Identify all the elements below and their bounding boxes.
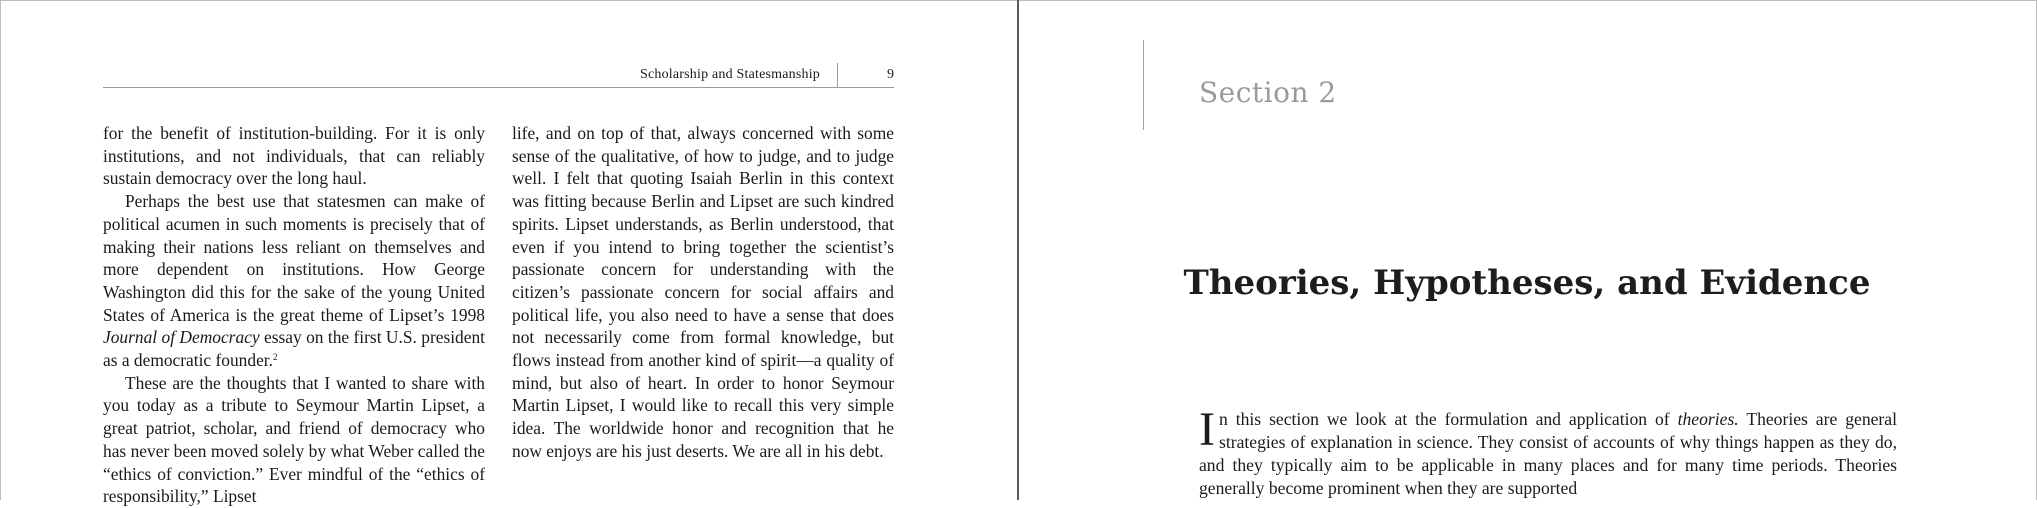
drop-cap: I	[1199, 403, 1215, 456]
paragraph	[1199, 403, 1897, 500]
left-page	[0, 0, 1017, 507]
section-label: Section 2	[1199, 76, 1337, 109]
paragraph: for the benefit of institution-building. For it is only institutions, and not individuals, that can reliably sustain democracy over the long haul.	[103, 123, 485, 189]
paragraph	[103, 190, 485, 372]
italic-term: theories.	[1677, 409, 1739, 429]
section-intro	[1199, 403, 1897, 500]
section-rule	[1143, 40, 1144, 130]
paragraph: These are the thoughts that I wanted to share with you today as a tribute to Seymour Martin Lipset, a great patriot, scholar, and friend of democracy who has never been moved solely by what Weber called the “ethics of conviction.” Ever mindful of the “ethics of responsibility,” Lipset	[103, 372, 485, 507]
text-column-left	[103, 122, 485, 508]
italic-title: Journal of Democracy	[103, 327, 260, 348]
paragraph-text: essay on the first U.S. president as a democratic founder.	[103, 327, 485, 371]
paragraph: life, and on top of that, always concerned with some sense of the qualitative, of how to judge, and to judge well. I felt that quoting Isaiah Berlin in this context was fitting because Berlin and Lipset are such kindred spirits. Lipset understands, as Berlin understood, that even if you intend to bring together the scientist’s passionate concern for understanding with the citizen’s passionate concern for social affairs and political life, you also need to have a sense that does not necessarily come from formal knowledge, but flows instead from another kind of spirit—a quality of mind, but also of heart. In order to honor Seymour Martin Lipset, I would like to recall this very simple idea. The worldwide honor and recognition that he now enjoys are his just deserts. We are all in his debt.	[512, 123, 894, 461]
footnote-marker[interactable]: 2	[272, 352, 278, 363]
paragraph-text: Theories are general strategies of explanation in science. They consist of accounts of why things happen as they do, and they typically aim to be applicable in many places and for many time periods. Theories generally become prominent when they are supported	[1199, 409, 1897, 498]
paragraph-text: n this section we look at the formulation and application of	[1218, 409, 1678, 429]
running-title: Scholarship and Statesmanship	[639, 67, 820, 82]
running-head	[103, 67, 894, 88]
paragraph-text: Perhaps the best use that statesmen can make of political acumen in such moments is precisely that of making their nations less reliant on themselves and more dependent on institutions. How George Washington did this for the sake of the young United States of America is the great theme of Lipset’s 1998	[103, 191, 485, 325]
text-column-right	[512, 122, 894, 463]
right-page	[1019, 0, 2035, 500]
chapter-title: Theories, Hypotheses, and Evidence	[1183, 263, 1871, 303]
running-head-divider	[837, 63, 838, 87]
page-number: 9	[887, 67, 894, 82]
